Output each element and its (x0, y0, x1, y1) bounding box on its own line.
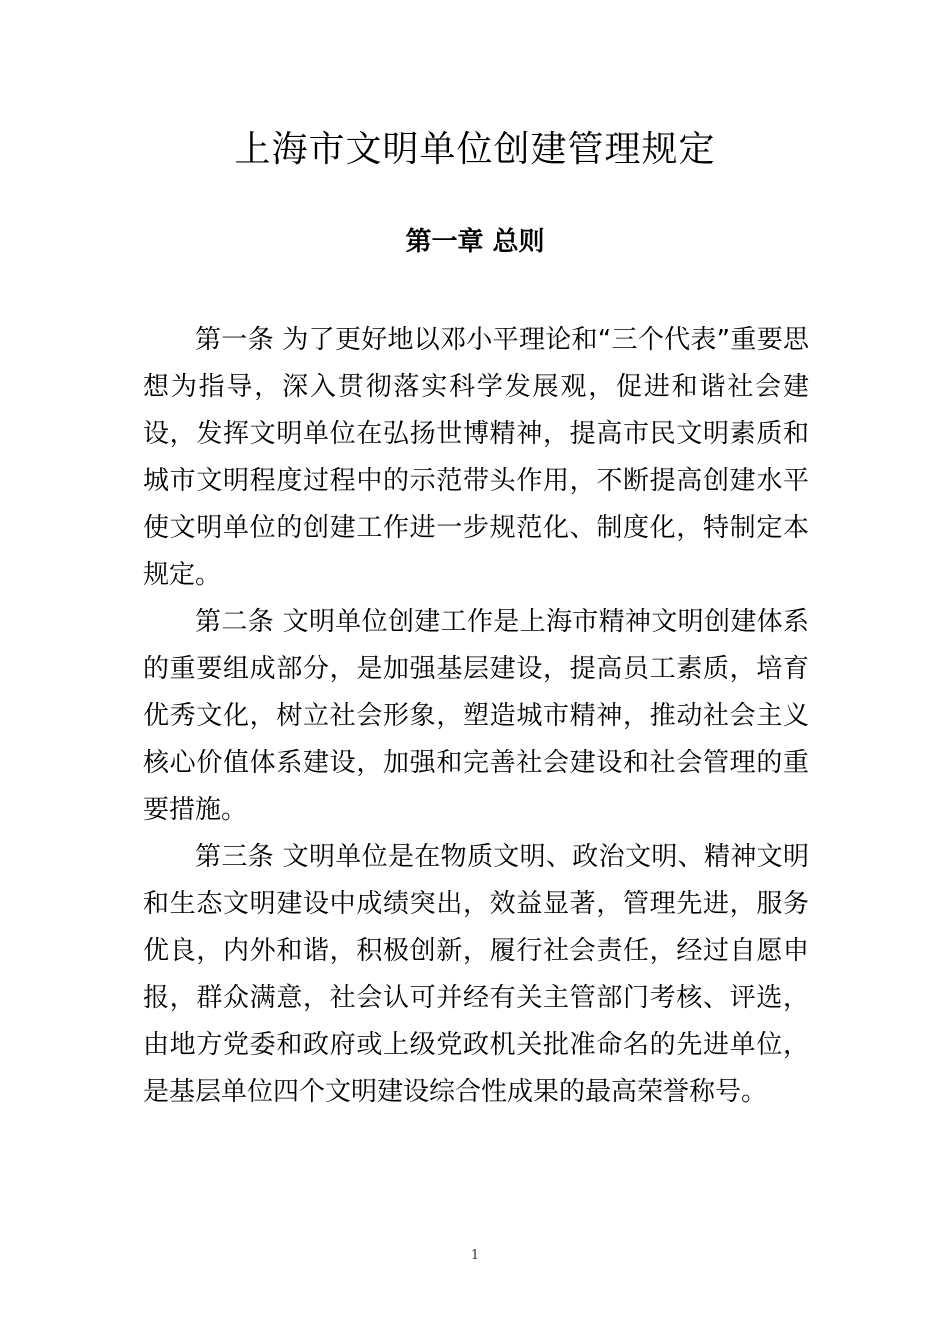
article-2-paragraph: 第二条 文明单位创建工作是上海市精神文明创建体系的重要组成部分，是加强基层建设，提高员工素质，培育优秀文化，树立社会形象，塑造城市精神，推动社会主义核心价值体系建设，加强和完善社会建设和社会管理的重要措施。 (143, 607, 809, 825)
document-body (143, 317, 809, 1116)
article-3-paragraph: 第三条 文明单位是在物质文明、政治文明、精神文明和生态文明建设中成绩突出，效益显著，管理先进，服务优良，内外和谐，积极创新，履行社会责任，经过自愿申报，群众满意，社会认可并经有关主管部门考核、评选，由地方党委和政府或上级党政机关批准命名的先进单位，是基层单位四个文明建设综合性成果的最高荣誉称号。 (143, 842, 809, 1107)
page-number: 1 (470, 1248, 480, 1263)
chapter-heading: 第一章 总则 (405, 227, 545, 257)
document-title: 上海市文明单位创建管理规定 (234, 129, 716, 170)
article-1-paragraph: 第一条 为了更好地以邓小平理论和“三个代表”重要思想为指导，深入贯彻落实科学发展观，促进和谐社会建设，发挥文明单位在弘扬世博精神，提高市民文明素质和城市文明程度过程中的示范带头作用，不断提高创建水平使文明单位的创建工作进一步规范化、制度化，特制定本规定。 (143, 325, 809, 590)
